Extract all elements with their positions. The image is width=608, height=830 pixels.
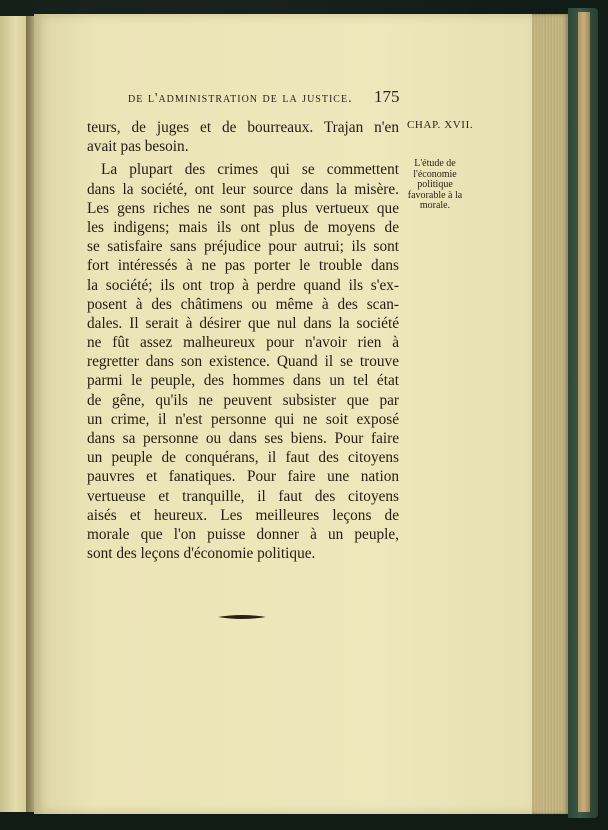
text-line: dans sa personne ou dans ses biens. Pour faire: [87, 430, 399, 447]
text-line: un crime, il n'est personne qui ne soit exposé: [87, 410, 399, 428]
text-line: avait pas besoin.: [87, 138, 189, 156]
text-line: un peuple de conquérans, il faut des citoyens: [87, 449, 399, 467]
text-line: regretter dans son existence. Quand il se trouve: [87, 353, 399, 371]
text-line: vertueuse et tranquille, il faut des citoyens: [87, 487, 399, 505]
margin-note-line: l'économie: [413, 168, 457, 180]
text-line: aisés et heureux. Les meilleures leçons de: [87, 506, 399, 524]
page-block-edge: [528, 14, 568, 814]
text-line: de gêne, qu'ils ne peuvent subsister que par: [87, 391, 399, 409]
running-header: [128, 90, 353, 107]
text-line: les indigens; mais ils ont plus de moyens de: [87, 218, 399, 236]
text-line: La plupart des crimes qui se commettent: [101, 161, 399, 179]
margin-note: [404, 159, 466, 212]
running-title: de l'administration de la justice.: [128, 91, 353, 106]
facing-page-edge: [0, 16, 27, 812]
text-line: dales. Il serait à désirer que nul dans la société: [87, 314, 399, 332]
text-line: se satisfaire sans préjudice pour autrui; ils sont: [87, 238, 399, 256]
text-line: fort intéressés à ne pas porter le trouble dans: [87, 257, 399, 275]
text-line: Les gens riches ne sont pas plus vertueux que: [87, 199, 399, 217]
chapter-label: CHAP. XVII.: [407, 119, 474, 131]
text-line: ne fût assez malheureux pour n'avoir rien à: [87, 334, 399, 352]
margin-note-line: politique: [417, 179, 453, 190]
text-line: morale que l'on puisse donner à un peuple,: [87, 525, 399, 543]
margin-note-line: L'étude de: [414, 158, 456, 169]
margin-note-line: morale.: [419, 200, 451, 211]
text-line: parmi le peuple, des hommes dans un tel état: [87, 372, 399, 390]
text-line: la société; ils ont trop à perdre quand ils s'ex-: [87, 276, 399, 294]
body-text: [87, 118, 399, 563]
cover-binding-band: [578, 12, 590, 812]
text-line: sont des leçons d'économie politique.: [87, 545, 316, 563]
text-line: dans la société, ont leur source dans la misère.: [87, 180, 399, 198]
text-line: teurs, de juges et de bourreaux. Trajan n'en: [87, 119, 399, 136]
margin-note-line: favorable à la: [407, 189, 463, 201]
end-ornament: [218, 612, 266, 622]
text-line: pauvres et fanatiques. Pour faire une nation: [87, 468, 399, 486]
text-line: posent à des châtimens ou même à des scan-: [87, 295, 399, 313]
page-number: 175: [374, 87, 400, 106]
